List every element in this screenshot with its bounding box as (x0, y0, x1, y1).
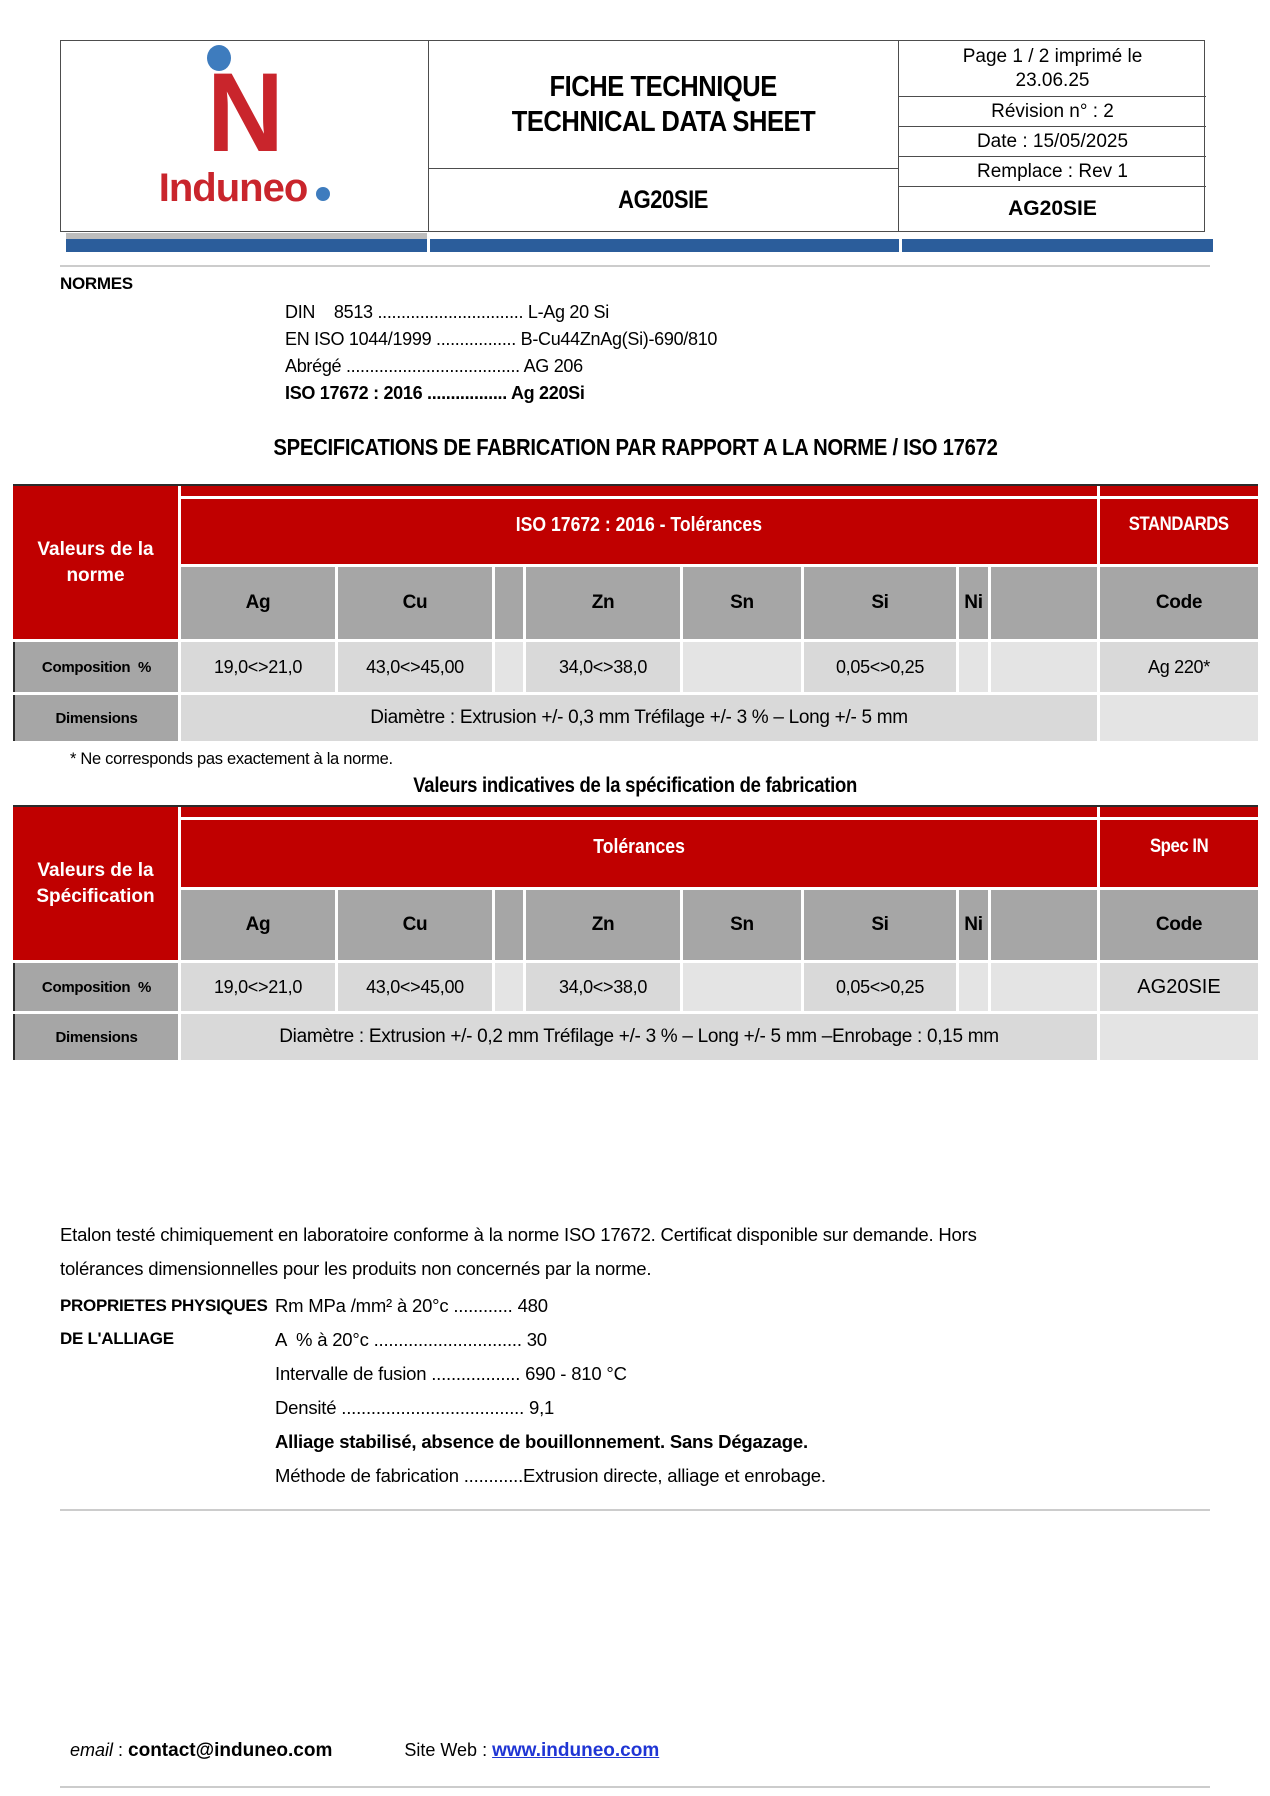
doc-title-fr: FICHE TECHNIQUE (549, 70, 778, 103)
blue-divider-bar (66, 239, 1213, 252)
email-address: contact@induneo.com (128, 1740, 333, 1761)
table1-col-code: Code (1100, 567, 1258, 639)
table2-composition-label: Composition % (13, 963, 178, 1011)
table1-col-spacer (495, 567, 523, 639)
info-page-line1: Page 1 / 2 imprimé le (962, 45, 1143, 67)
blue-bar-segment (430, 239, 899, 252)
table1-code-value: Ag 220* (1100, 642, 1258, 692)
gray-strip (66, 233, 427, 239)
fabrication-spec-table (13, 805, 1258, 1060)
blue-bar-segment (66, 239, 427, 252)
table1-empty-cell (495, 642, 523, 692)
physical-properties-values (275, 1289, 1210, 1493)
blue-divider (60, 239, 1205, 252)
table2-value-ag: 19,0<>21,0 (181, 963, 335, 1011)
table1-value-sn (683, 642, 801, 692)
website-block (404, 1740, 659, 1762)
logo-cell (61, 41, 429, 231)
section2-title (60, 774, 1210, 798)
document-title-cell (429, 41, 898, 169)
info-code-row: AG20SIE (1008, 196, 1097, 220)
logo-letter: N (207, 49, 282, 175)
product-code-cell (429, 169, 898, 231)
table2-value-zn: 34,0<>38,0 (526, 963, 680, 1011)
table2-col-ag: Ag (181, 890, 335, 960)
table2-empty-cell (1100, 1014, 1258, 1060)
table2-col-ni: Ni (959, 890, 988, 960)
table2-col-si: Si (804, 890, 956, 960)
table1-dimensions-value: Diamètre : Extrusion +/- 0,3 mm Tréfilage +/- 3 % – Long +/- 5 mm (181, 695, 1097, 741)
product-code: AG20SIE (618, 185, 709, 214)
horizontal-rule (60, 265, 1210, 267)
table1-tolerances-header-text: ISO 17672 : 2016 - Tolérances (515, 513, 763, 536)
table1-col-cu: Cu (338, 567, 492, 639)
logo-blue-dot-icon (316, 187, 330, 201)
email-separator: : (113, 1740, 129, 1760)
table2-col-code: Code (1100, 890, 1258, 960)
info-replaces-row: Remplace : Rev 1 (899, 157, 1206, 187)
table1-col-ag: Ag (181, 567, 335, 639)
website-label: Site Web : (404, 1740, 493, 1760)
table1-tolerances-header (181, 486, 1097, 564)
section2-title-text: Valeurs indicatives de la spécification de fabrication (413, 774, 857, 797)
horizontal-rule (60, 1509, 1210, 1511)
table1-value-ag: 19,0<>21,0 (181, 642, 335, 692)
blue-bar-segment (902, 239, 1213, 252)
props-label-line2: DE L'ALLIAGE (60, 1329, 174, 1348)
table2-specin-header (1100, 807, 1258, 887)
table1-empty-cell (1100, 695, 1258, 741)
table2-value-cu: 43,0<>45,00 (338, 963, 492, 1011)
table2-col-zn: Zn (526, 890, 680, 960)
prop-fabrication-method: Méthode de fabrication ............Extrusion directe, alliage et enrobage. (275, 1465, 826, 1486)
table2-col-sn: Sn (683, 890, 801, 960)
section1-title-text: SPECIFICATIONS DE FABRICATION PAR RAPPORT A LA NORME / ISO 17672 (272, 434, 998, 460)
header-title-column (429, 41, 899, 231)
email-label: email (70, 1740, 114, 1760)
table2-tolerances-header-text: Tolérances (593, 835, 685, 858)
table1-footnote: * Ne corresponds pas exactement à la norme. (70, 750, 393, 768)
revision-info-box (899, 41, 1206, 231)
table2-value-ni (959, 963, 988, 1011)
section1-title (60, 434, 1210, 461)
prop-fusion-interval: Intervalle de fusion .................. 690 - 810 °C (275, 1363, 627, 1384)
table2-col-spacer (495, 890, 523, 960)
prop-stabilized-note: Alliage stabilisé, absence de bouillonnement. Sans Dégazage. (275, 1431, 808, 1452)
table1-col-sn: Sn (683, 567, 801, 639)
table1-empty-cell (991, 642, 1097, 692)
table2-dimensions-label: Dimensions (13, 1014, 178, 1060)
prop-elongation: A % à 20°c .............................. 30 (275, 1329, 547, 1350)
physical-properties-label (60, 1289, 275, 1493)
info-page-line2: 23.06.25 (1015, 69, 1090, 91)
norme-line-abrege: Abrégé ..................................... AG 206 (285, 356, 583, 376)
table1-value-si: 0,05<>0,25 (804, 642, 956, 692)
bottom-rule (60, 1786, 1210, 1788)
table2-empty-cell (495, 963, 523, 1011)
norme-tolerances-table (13, 484, 1258, 741)
page-footer (70, 1740, 659, 1762)
doc-title-en: TECHNICAL DATA SHEET (511, 105, 816, 138)
table2-value-si: 0,05<>0,25 (804, 963, 956, 1011)
table1-col-spacer (991, 567, 1097, 639)
table2-corner-label: Valeurs de la Spécification (13, 807, 178, 960)
norme-line-din: DIN 8513 ............................... L-Ag 20 Si (285, 302, 609, 322)
table2-specin-header-text: Spec IN (1149, 836, 1209, 857)
info-page-row (899, 41, 1206, 97)
table2-tolerances-header (181, 807, 1097, 887)
header-table (60, 40, 1205, 232)
prop-density: Densité ..................................... 9,1 (275, 1397, 555, 1418)
table2-empty-cell (991, 963, 1097, 1011)
prop-rm: Rm MPa /mm² à 20°c ............ 480 (275, 1295, 548, 1316)
table1-standards-header-text: STANDARDS (1129, 514, 1229, 535)
info-revision-row: Révision n° : 2 (899, 97, 1206, 127)
logo-mark (205, 49, 284, 175)
table1-value-zn: 34,0<>38,0 (526, 642, 680, 692)
table1-value-cu: 43,0<>45,00 (338, 642, 492, 692)
table2-col-spacer (991, 890, 1097, 960)
lab-test-paragraph: Etalon testé chimiquement en laboratoire conforme à la norme ISO 17672. Certificat disponible sur demande. Hors tolérances dimensionnelles pour les produits non concernés par la norme. (60, 1224, 977, 1279)
norme-line-eniso: EN ISO 1044/1999 ................. B-Cu44ZnAg(Si)-690/810 (285, 329, 718, 349)
norme-line-iso17672: ISO 17672 : 2016 ................. Ag 220Si (285, 383, 585, 403)
info-date-row: Date : 15/05/2025 (899, 127, 1206, 157)
company-logo (158, 49, 331, 211)
table2-col-cu: Cu (338, 890, 492, 960)
table2-value-sn (683, 963, 801, 1011)
table1-composition-label: Composition % (13, 642, 178, 692)
table2-code-value: AG20SIE (1100, 963, 1258, 1011)
physical-properties-block (60, 1289, 1210, 1493)
table1-col-ni: Ni (959, 567, 988, 639)
table1-corner-label: Valeurs de la norme (13, 486, 178, 639)
table1-value-ni (959, 642, 988, 692)
table1-col-zn: Zn (526, 567, 680, 639)
props-label-line1: PROPRIETES PHYSIQUES (60, 1296, 268, 1315)
table1-col-si: Si (804, 567, 956, 639)
table1-dimensions-label: Dimensions (13, 695, 178, 741)
table2-dimensions-value: Diamètre : Extrusion +/- 0,2 mm Tréfilage +/- 3 % – Long +/- 5 mm –Enrobage : 0,15 mm (181, 1014, 1097, 1060)
brand-text: Induneo (158, 166, 308, 211)
table1-standards-header (1100, 486, 1258, 564)
normes-list (285, 299, 1210, 407)
normes-heading: NORMES (60, 274, 133, 293)
website-link[interactable]: www.induneo.com (492, 1740, 660, 1761)
